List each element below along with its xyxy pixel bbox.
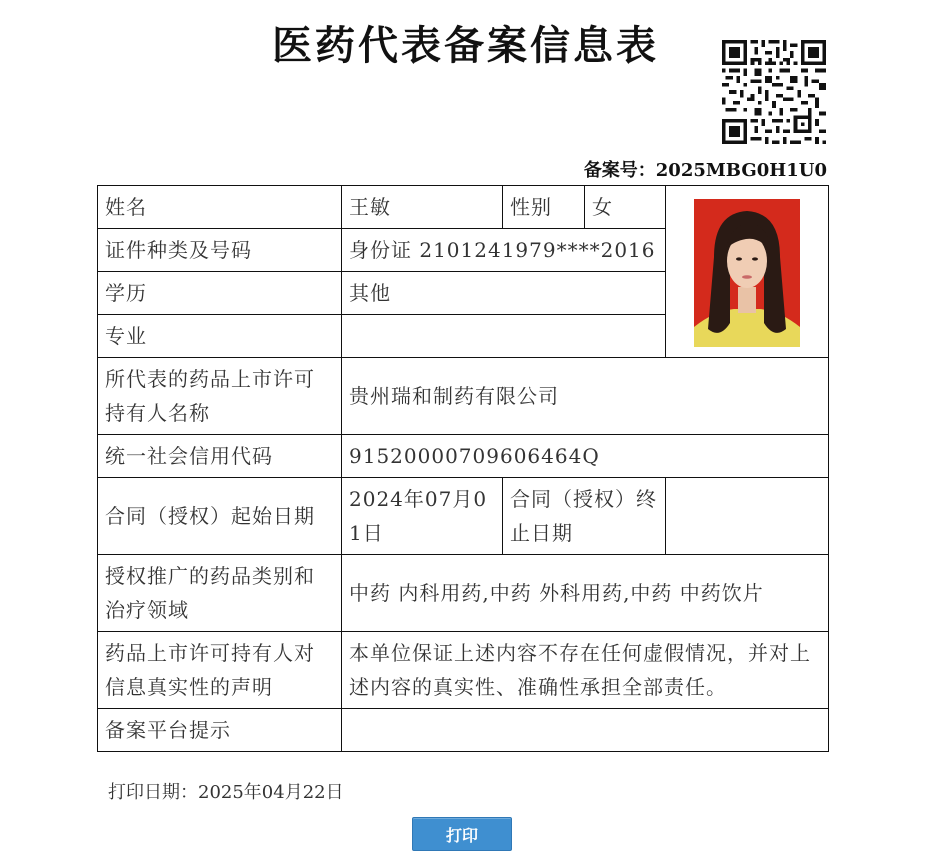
mah-label: 所代表的药品上市许可持有人名称 (98, 358, 342, 435)
credit-code-label: 统一社会信用代码 (98, 435, 342, 478)
major-value (342, 315, 666, 358)
credit-code-value: 91520000709606464Q (342, 435, 829, 478)
major-label: 专业 (98, 315, 342, 358)
scope-label: 授权推广的药品类别和治疗领域 (98, 555, 342, 632)
table-row (98, 632, 829, 709)
print-button[interactable]: 打印 (412, 817, 512, 851)
platform-value (342, 709, 829, 752)
gender-value: 女 (585, 186, 666, 229)
table-row (98, 358, 829, 435)
name-value: 王敏 (342, 186, 503, 229)
name-label: 姓名 (98, 186, 342, 229)
table-row (98, 709, 829, 752)
declaration-value: 本单位保证上述内容不存在任何虚假情况，并对上述内容的真实性、准确性承担全部责任。 (342, 632, 829, 709)
record-number-label: 备案号： (583, 160, 656, 181)
photo-cell (666, 186, 829, 358)
education-label: 学历 (98, 272, 342, 315)
platform-label: 备案平台提示 (98, 709, 342, 752)
contract-start-label: 合同（授权）起始日期 (98, 478, 342, 555)
contract-end-value (666, 478, 829, 555)
id-value: 身份证 2101241979****2016 (342, 229, 666, 272)
table-row (98, 186, 829, 229)
id-label: 证件种类及号码 (98, 229, 342, 272)
info-table (97, 185, 829, 752)
qr-code-icon (722, 40, 826, 144)
table-row (98, 555, 829, 632)
scope-value: 中药 内科用药,中药 外科用药,中药 中药饮片 (342, 555, 829, 632)
page-title: 医药代表备案信息表 (272, 23, 659, 69)
table-row (98, 478, 829, 555)
record-number-value: 2025MBG0H1U0 (655, 160, 827, 181)
id-photo (694, 199, 800, 347)
education-value: 其他 (342, 272, 666, 315)
record-number (584, 156, 827, 182)
table-row (98, 435, 829, 478)
contract-end-label: 合同（授权）终止日期 (503, 478, 666, 555)
contract-start-value: 2024年07月01日 (342, 478, 503, 555)
mah-value: 贵州瑞和制药有限公司 (342, 358, 829, 435)
print-date: 打印日期：2025年04月22日 (108, 782, 344, 803)
gender-label: 性别 (503, 186, 585, 229)
declaration-label: 药品上市许可持有人对信息真实性的声明 (98, 632, 342, 709)
